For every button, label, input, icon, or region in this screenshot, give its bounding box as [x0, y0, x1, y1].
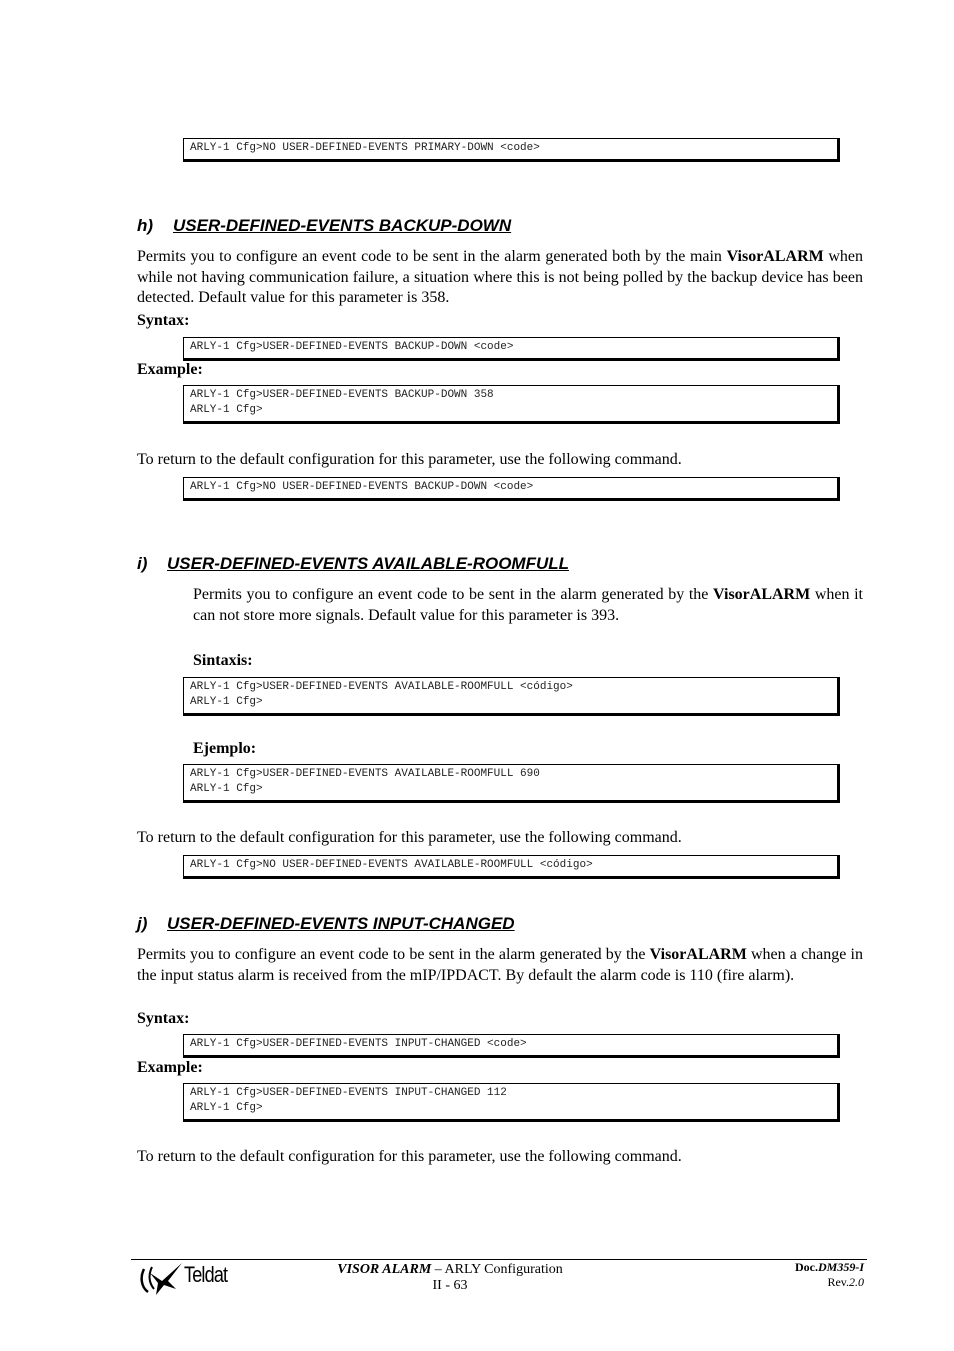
return-default-text: To return to the default configuration for this parameter, use the following command. — [137, 451, 682, 468]
code-box-syntax — [183, 337, 840, 361]
code-box-no-command — [183, 477, 840, 501]
example-label: Ejemplo: — [193, 740, 257, 757]
section-i-description: Permits you to configure an event code to be sent in the alarm generated by the VisorALARM when it can not store more signals. Default value for this parameter is 393. — [193, 586, 863, 624]
teldat-logo — [138, 1259, 238, 1299]
code-box-example — [183, 385, 840, 424]
section-letter: i) — [137, 554, 148, 573]
code-line: ARLY-1 Cfg>USER-DEFINED-EVENTS INPUT-CHANGED <code> — [190, 1038, 527, 1050]
page-number: II - 63 — [432, 1278, 468, 1293]
product-name: VisorALARM — [726, 248, 824, 265]
code-line: ARLY-1 Cfg>USER-DEFINED-EVENTS AVAILABLE-ROOMFULL 690 — [190, 768, 540, 780]
syntax-label: Syntax: — [137, 1010, 190, 1027]
code-box-example — [183, 1083, 840, 1122]
section-title: USER-DEFINED-EVENTS AVAILABLE-ROOMFULL — [167, 554, 570, 573]
syntax-label: Syntax: — [137, 312, 190, 329]
example-label: Example: — [137, 1059, 203, 1076]
section-letter: h) — [137, 216, 154, 235]
section-title: USER-DEFINED-EVENTS BACKUP-DOWN — [173, 216, 512, 235]
code-line: ARLY-1 Cfg> — [190, 783, 263, 795]
code-box-syntax — [183, 1034, 840, 1058]
product-name: VisorALARM — [649, 946, 747, 963]
code-box-syntax — [183, 677, 840, 716]
bird-logo-icon — [138, 1259, 188, 1297]
product-name: VisorALARM — [713, 586, 811, 603]
section-h-description: Permits you to configure an event code to be sent in the alarm generated both by the main VisorALARM when while not having communication failure, a situation where this is not being polled by the backup device has been detected. Default value for this parameter is 358. — [137, 248, 864, 306]
code-line: ARLY-1 Cfg>NO USER-DEFINED-EVENTS PRIMARY-DOWN <code> — [190, 142, 540, 154]
code-line: ARLY-1 Cfg>USER-DEFINED-EVENTS INPUT-CHANGED 112 — [190, 1087, 507, 1099]
footer-divider — [131, 1259, 867, 1260]
return-default-text: To return to the default configuration for this parameter, use the following command. — [137, 1148, 682, 1165]
code-line: ARLY-1 Cfg>USER-DEFINED-EVENTS AVAILABLE-ROOMFULL <código> — [190, 681, 573, 693]
section-j-heading — [137, 914, 515, 934]
code-line: ARLY-1 Cfg>USER-DEFINED-EVENTS BACKUP-DOWN <code> — [190, 341, 514, 353]
section-title: USER-DEFINED-EVENTS INPUT-CHANGED — [167, 914, 515, 933]
code-box-primary-down — [183, 138, 840, 162]
revision: Rev.2.0 — [827, 1275, 864, 1289]
example-label: Example: — [137, 361, 203, 378]
footer-product-title: VISOR ALARM — [337, 1262, 432, 1277]
section-i-heading — [137, 554, 569, 574]
code-line: ARLY-1 Cfg> — [190, 404, 263, 416]
syntax-label: Sintaxis: — [193, 652, 253, 669]
code-box-example — [183, 764, 840, 803]
code-line: ARLY-1 Cfg> — [190, 1102, 263, 1114]
code-line: ARLY-1 Cfg>USER-DEFINED-EVENTS BACKUP-DOWN 358 — [190, 389, 494, 401]
footer-doc-title: VISOR ALARM – ARLY Configuration — [337, 1262, 563, 1277]
code-line: ARLY-1 Cfg>NO USER-DEFINED-EVENTS AVAILABLE-ROOMFULL <código> — [190, 859, 593, 871]
section-j-description: Permits you to configure an event code to be sent in the alarm generated by the VisorALARM when a change in the input status alarm is received from the mIP/IPDACT. By default the alarm code is 110 (fire alarm). — [137, 946, 863, 984]
section-letter: j) — [137, 914, 148, 933]
logo-text: Teldat — [184, 1262, 228, 1287]
return-default-text: To return to the default configuration for this parameter, use the following command. — [137, 829, 682, 846]
doc-id: Doc.DM359-I — [794, 1260, 864, 1274]
code-line: ARLY-1 Cfg> — [190, 696, 263, 708]
code-box-no-command — [183, 855, 840, 879]
code-line: ARLY-1 Cfg>NO USER-DEFINED-EVENTS BACKUP-DOWN <code> — [190, 481, 534, 493]
section-h-heading — [137, 216, 511, 236]
